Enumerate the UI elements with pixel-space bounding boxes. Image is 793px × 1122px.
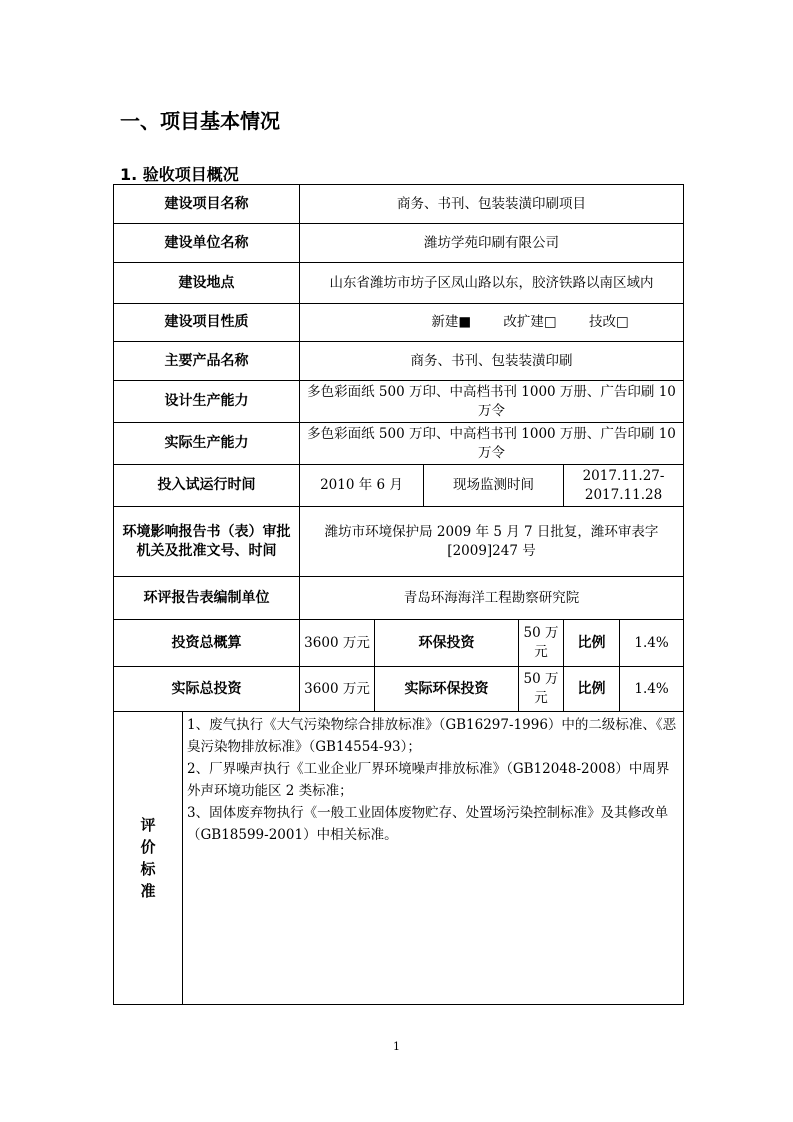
value-design-capacity: 多色彩面纸 500 万印、中高档书刊 1000 万册、广告印刷 10 万令: [300, 381, 684, 423]
criteria-label-char: 价: [140, 838, 156, 856]
value-monitor-time: 2017.11.27-2017.11.28: [564, 465, 684, 507]
row-project-name: [114, 185, 684, 224]
label-actual-investment: 实际总投资: [114, 667, 300, 712]
label-actual-capacity: 实际生产能力: [114, 423, 300, 465]
criteria-label-char: 准: [140, 882, 156, 900]
label-product: 主要产品名称: [114, 342, 300, 381]
value-approval: 潍坊市环境保护局 2009 年 5 月 7 日批复，潍环审表字[2009]247 号: [300, 507, 684, 577]
label-monitor-time: 现场监测时间: [424, 465, 564, 507]
label-project-name: 建设项目名称: [114, 185, 300, 224]
criteria-item: 2、厂界噪声执行《工业企业厂界环境噪声排放标准》（GB12048-2008）中周界外声环境功能区 2 类标准；: [187, 761, 670, 799]
value-nature: [300, 304, 684, 342]
label-compiler: 环评报告表编制单位: [114, 577, 300, 620]
row-design-capacity: [114, 381, 684, 423]
section-heading: 一、项目基本情况: [120, 109, 280, 133]
label-design-capacity: 设计生产能力: [114, 381, 300, 423]
label-env-investment: 环保投资: [375, 620, 519, 667]
value-ratio: 1.4%: [620, 620, 684, 667]
row-criteria: [114, 712, 684, 1005]
page-number: 1: [393, 1040, 400, 1053]
nature-new: 新建■: [431, 314, 472, 330]
label-actual-ratio: 比例: [564, 667, 620, 712]
value-actual-env-investment: 50 万元: [519, 667, 564, 712]
value-env-investment: 50 万元: [519, 620, 564, 667]
row-location: [114, 263, 684, 304]
criteria-label-char: 标: [140, 860, 156, 878]
criteria-content: [183, 712, 684, 1005]
value-actual-capacity: 多色彩面纸 500 万印、中高档书刊 1000 万册、广告印刷 10 万令: [300, 423, 684, 465]
label-unit: 建设单位名称: [114, 224, 300, 263]
value-actual-ratio: 1.4%: [620, 667, 684, 712]
label-trial-run: 投入试运行时间: [114, 465, 300, 507]
value-trial-run: 2010 年 6 月: [300, 465, 424, 507]
subsection-heading: 1. 验收项目概况: [120, 165, 239, 184]
row-investment: [114, 620, 684, 667]
label-actual-env-investment: 实际环保投资: [375, 667, 519, 712]
label-criteria: [114, 712, 183, 1005]
value-actual-investment: 3600 万元: [300, 667, 375, 712]
criteria-item: 3、固体废弃物执行《一般工业固体废物贮存、处置场污染控制标准》及其修改单（GB18599-2001）中相关标准。: [187, 805, 669, 843]
value-compiler: 青岛环海海洋工程勘察研究院: [300, 577, 684, 620]
row-trial-run: [114, 465, 684, 507]
label-ratio: 比例: [564, 620, 620, 667]
label-nature: 建设项目性质: [114, 304, 300, 342]
row-approval: [114, 507, 684, 577]
label-investment: 投资总概算: [114, 620, 300, 667]
row-unit: [114, 224, 684, 263]
row-product: [114, 342, 684, 381]
value-location: 山东省潍坊市坊子区凤山路以东，胶济铁路以南区域内: [300, 263, 684, 304]
value-product: 商务、书刊、包装装潢印刷: [300, 342, 684, 381]
project-overview-table: [113, 184, 684, 1005]
label-location: 建设地点: [114, 263, 300, 304]
value-project-name: 商务、书刊、包装装潢印刷项目: [300, 185, 684, 224]
label-approval: 环境影响报告书（表）审批机关及批准文号、时间: [114, 507, 300, 577]
value-unit: 潍坊学苑印刷有限公司: [300, 224, 684, 263]
row-actual-investment: [114, 667, 684, 712]
nature-expand: 改扩建□: [503, 314, 557, 330]
row-nature: [114, 304, 684, 342]
row-actual-capacity: [114, 423, 684, 465]
value-investment: 3600 万元: [300, 620, 375, 667]
criteria-item: 1、废气执行《大气污染物综合排放标准》（GB16297-1996）中的二级标准、《恶臭污染物排放标准》（GB14554-93）；: [187, 717, 677, 755]
criteria-label-char: 评: [140, 816, 156, 834]
nature-tech: 技改□: [588, 314, 629, 330]
row-compiler: [114, 577, 684, 620]
